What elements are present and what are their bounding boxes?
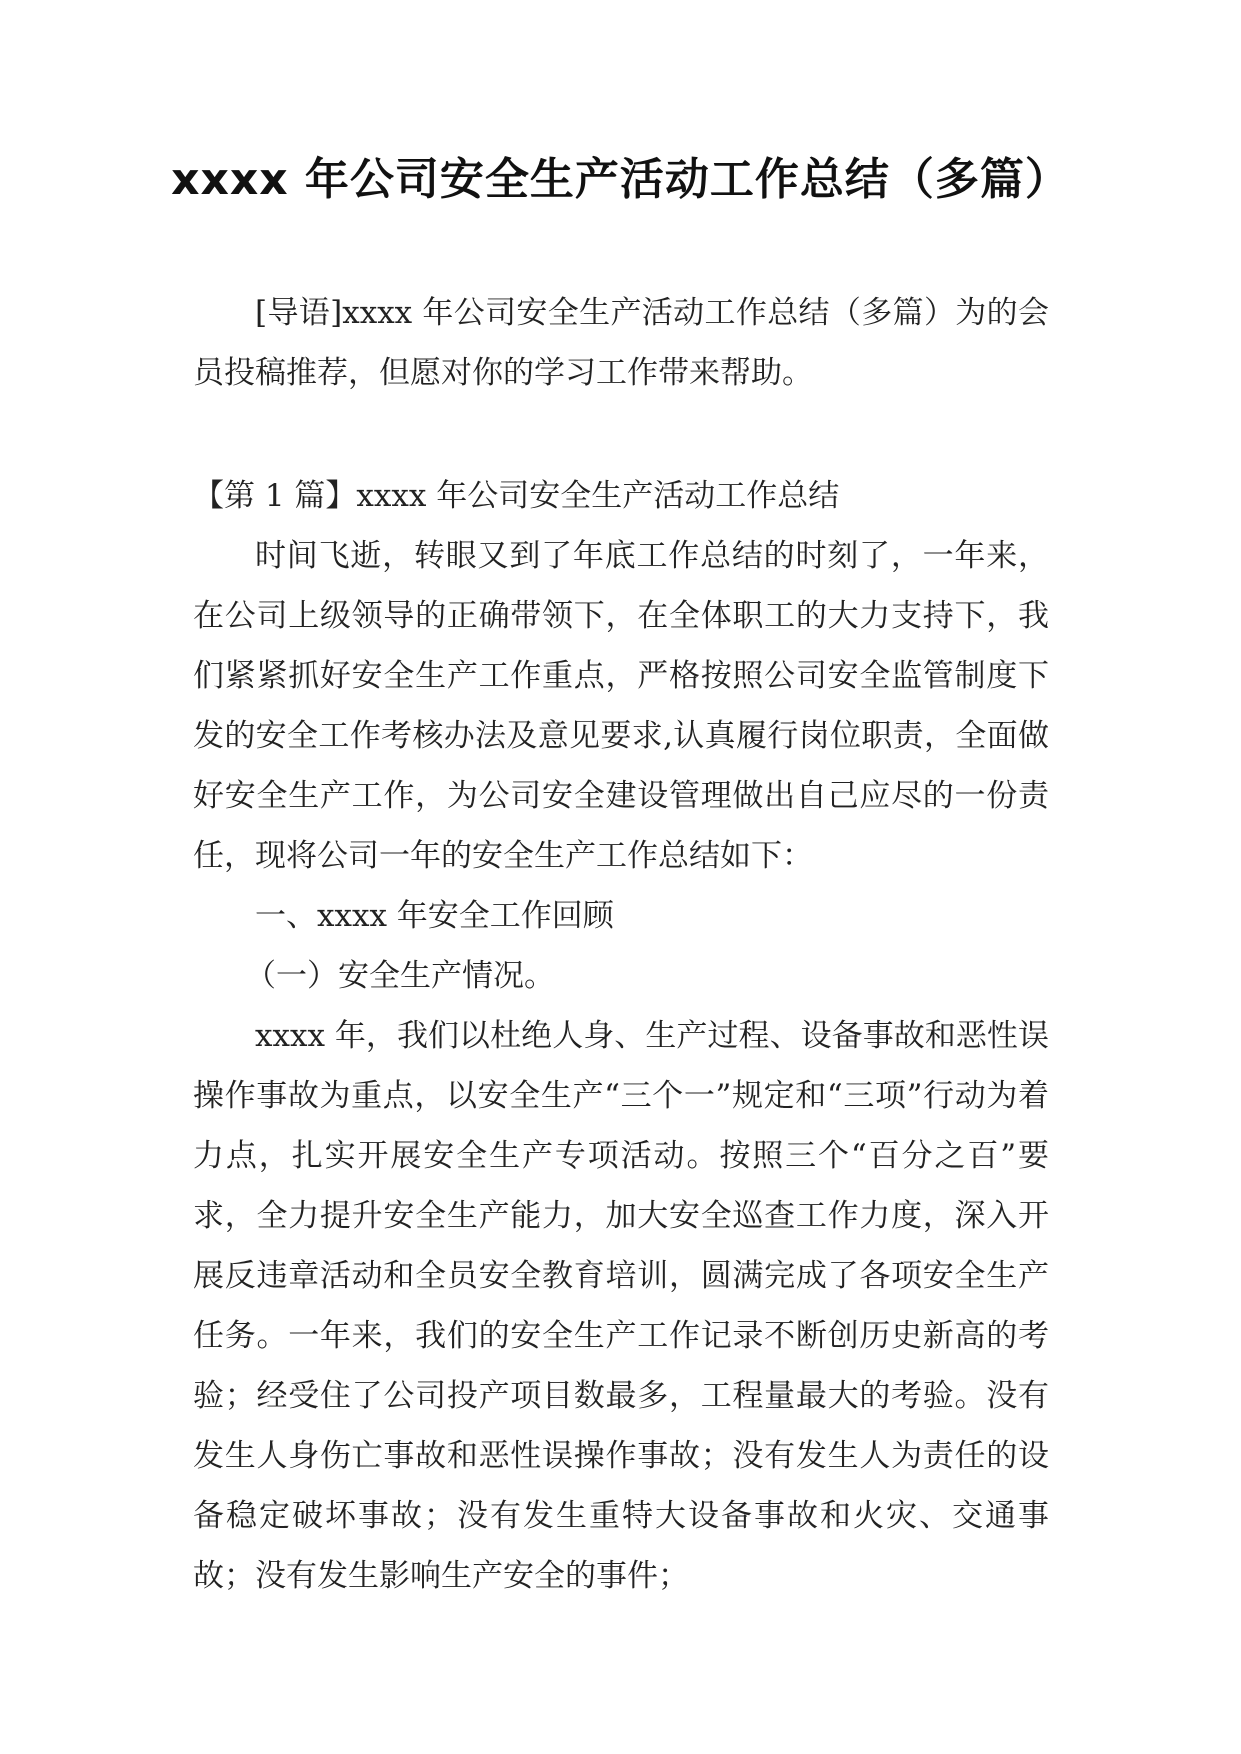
chapter-1-heading: 【第 1 篇】xxxx 年公司安全生产活动工作总结 <box>193 478 840 514</box>
section-1-heading: 一、xxxx 年安全工作回顾 <box>255 898 614 934</box>
intro-block <box>193 283 1049 403</box>
chapter-1-paragraph-1: 时间飞逝，转眼又到了年底工作总结的时刻了，一年来，在公司上级领导的正确带领下，在全体职工的大力支持下，我们紧紧抓好安全生产工作重点，严格按照公司安全监管制度下发的安全工作考核办法及意见要求,认真履行岗位职责，全面做好安全生产工作，为公司安全建设管理做出自己应尽的一份责任，现将公司一年的安全生产工作总结如下： <box>193 538 1049 874</box>
document-title: xxxx 年公司安全生产活动工作总结（多篇） <box>171 154 1070 205</box>
intro-paragraph: [导语]xxxx 年公司安全生产活动工作总结（多篇）为的会员投稿推荐，但愿对你的学习工作带来帮助。 <box>193 295 1049 391</box>
subsection-1-heading: （一）安全生产情况。 <box>245 958 555 994</box>
chapter-1-paragraph-2: xxxx 年，我们以杜绝人身、生产过程、设备事故和恶性误操作事故为重点，以安全生产“三个一”规定和“三项”行动为着力点，扎实开展安全生产专项活动。按照三个“百分之百”要求，全力提升安全生产能力，加大安全巡查工作力度，深入开展反违章活动和全员安全教育培训，圆满完成了各项安全生产任务。一年来，我们的安全生产工作记录不断创历史新高的考验；经受住了公司投产项目数最多，工程量最大的考验。没有发生人身伤亡事故和恶性误操作事故；没有发生人为责任的设备稳定破坏事故；没有发生重特大设备事故和火灾、交通事故；没有发生影响生产安全的事件； <box>193 1018 1049 1594</box>
chapter-1 <box>193 466 1049 1606</box>
